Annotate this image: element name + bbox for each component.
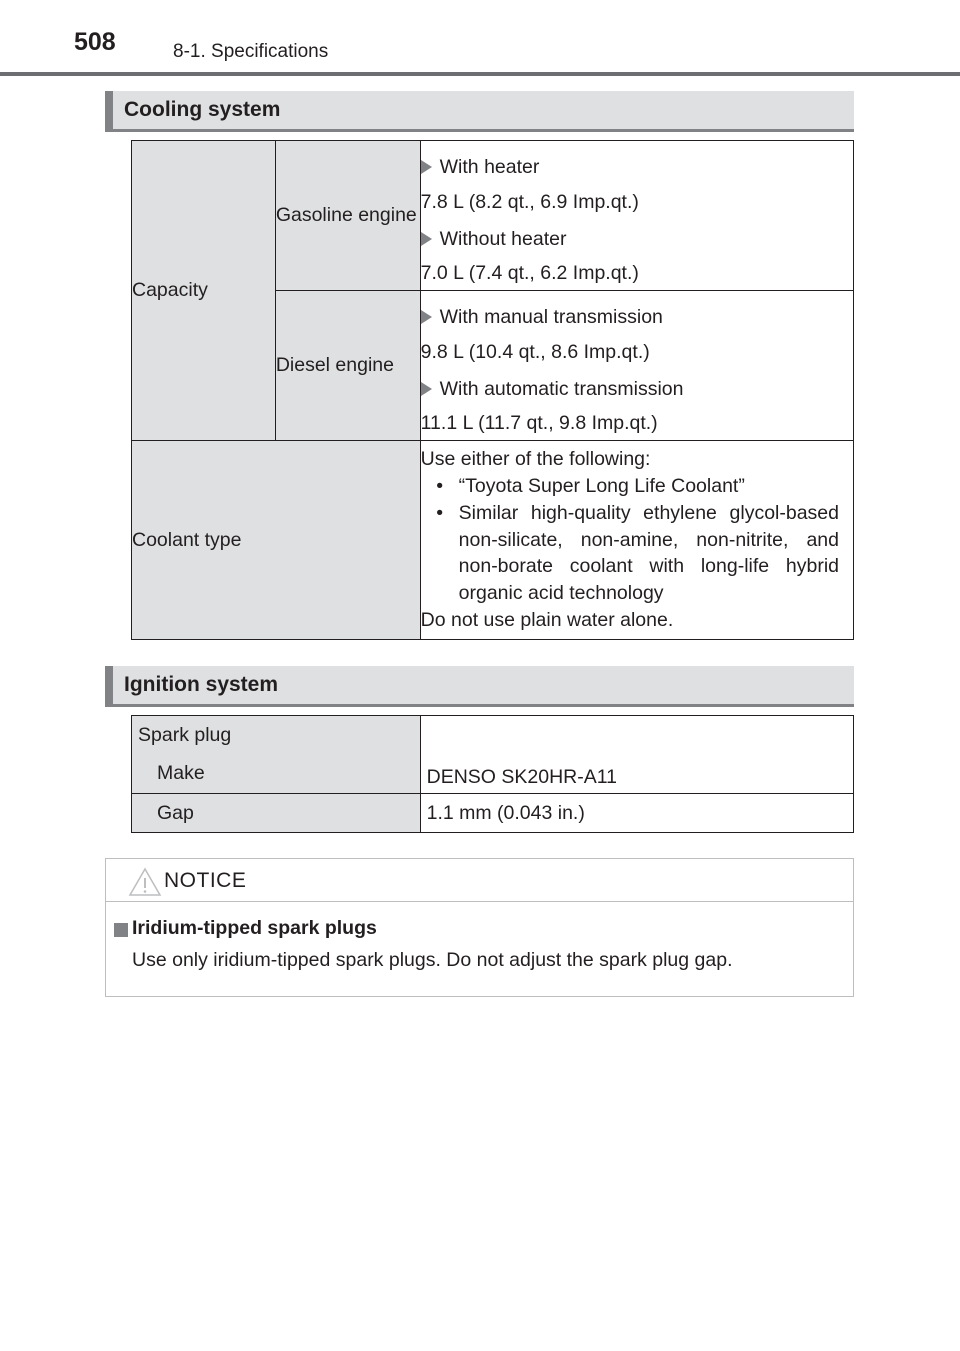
notice-box <box>105 858 854 997</box>
gap-label: Gap <box>132 794 421 833</box>
gasoline-capacity-cell <box>420 141 853 291</box>
square-bullet-icon <box>114 923 128 937</box>
page-header <box>0 0 960 76</box>
capacity-value: 7.8 L (8.2 qt., 6.9 Imp.qt.) <box>420 190 639 213</box>
list-item: • Similar high-quality ethylene glycol-based non-silicate, non-amine, non-nitrite, and non-borate coolant with long-life hybrid organic acid technology <box>436 501 839 605</box>
triangle-bullet-icon <box>421 160 432 174</box>
warning-triangle-icon <box>128 867 162 897</box>
gasoline-engine-label: Gasoline engine <box>275 141 420 291</box>
notice-header <box>106 859 853 902</box>
cooling-table <box>131 140 854 640</box>
ignition-table <box>131 715 854 833</box>
diesel-capacity-cell <box>420 291 853 441</box>
section-bar-ignition <box>105 666 854 707</box>
section-title-ignition: Ignition system <box>124 673 279 696</box>
list-item: With heater <box>421 154 853 181</box>
triangle-bullet-icon <box>421 232 432 246</box>
make-label: Make <box>157 761 205 784</box>
triangle-bullet-icon <box>421 310 432 324</box>
list-item: With automatic transmission <box>421 376 853 403</box>
diesel-engine-label: Diesel engine <box>275 291 420 441</box>
coolant-type-label: Coolant type <box>132 441 421 640</box>
spark-plug-label: Spark plug <box>138 724 232 746</box>
spark-plug-make-cell <box>132 716 421 794</box>
list-item: With manual transmission <box>421 304 853 331</box>
notice-title: NOTICE <box>164 869 247 892</box>
list-item: • “Toyota Super Long Life Coolant” <box>436 474 745 497</box>
section-title-cooling: Cooling system <box>124 98 281 121</box>
capacity-label: Capacity <box>132 141 276 441</box>
chapter-title: 8-1. Specifications <box>173 41 329 62</box>
capacity-value: 11.1 L (11.7 qt., 9.8 Imp.qt.) <box>420 412 658 435</box>
list-item: Without heater <box>421 226 853 253</box>
capacity-value: 7.0 L (7.4 qt., 6.2 Imp.qt.) <box>420 262 639 285</box>
notice-body: Use only iridium-tipped spark plugs. Do not adjust the spark plug gap. <box>132 949 733 971</box>
page-number: 508 <box>74 28 116 56</box>
make-value: DENSO SK20HR-A11 <box>420 716 853 794</box>
triangle-bullet-icon <box>421 382 432 396</box>
notice-subtitle: Iridium-tipped spark plugs <box>132 917 377 939</box>
capacity-value: 9.8 L (10.4 qt., 8.6 Imp.qt.) <box>420 340 650 363</box>
section-bar-cooling <box>105 91 854 132</box>
gap-value: 1.1 mm (0.043 in.) <box>420 794 853 833</box>
coolant-note: Do not use plain water alone. <box>420 609 674 632</box>
coolant-intro: Use either of the following: <box>420 447 651 470</box>
coolant-type-cell <box>420 441 853 640</box>
header-rule <box>0 72 960 76</box>
